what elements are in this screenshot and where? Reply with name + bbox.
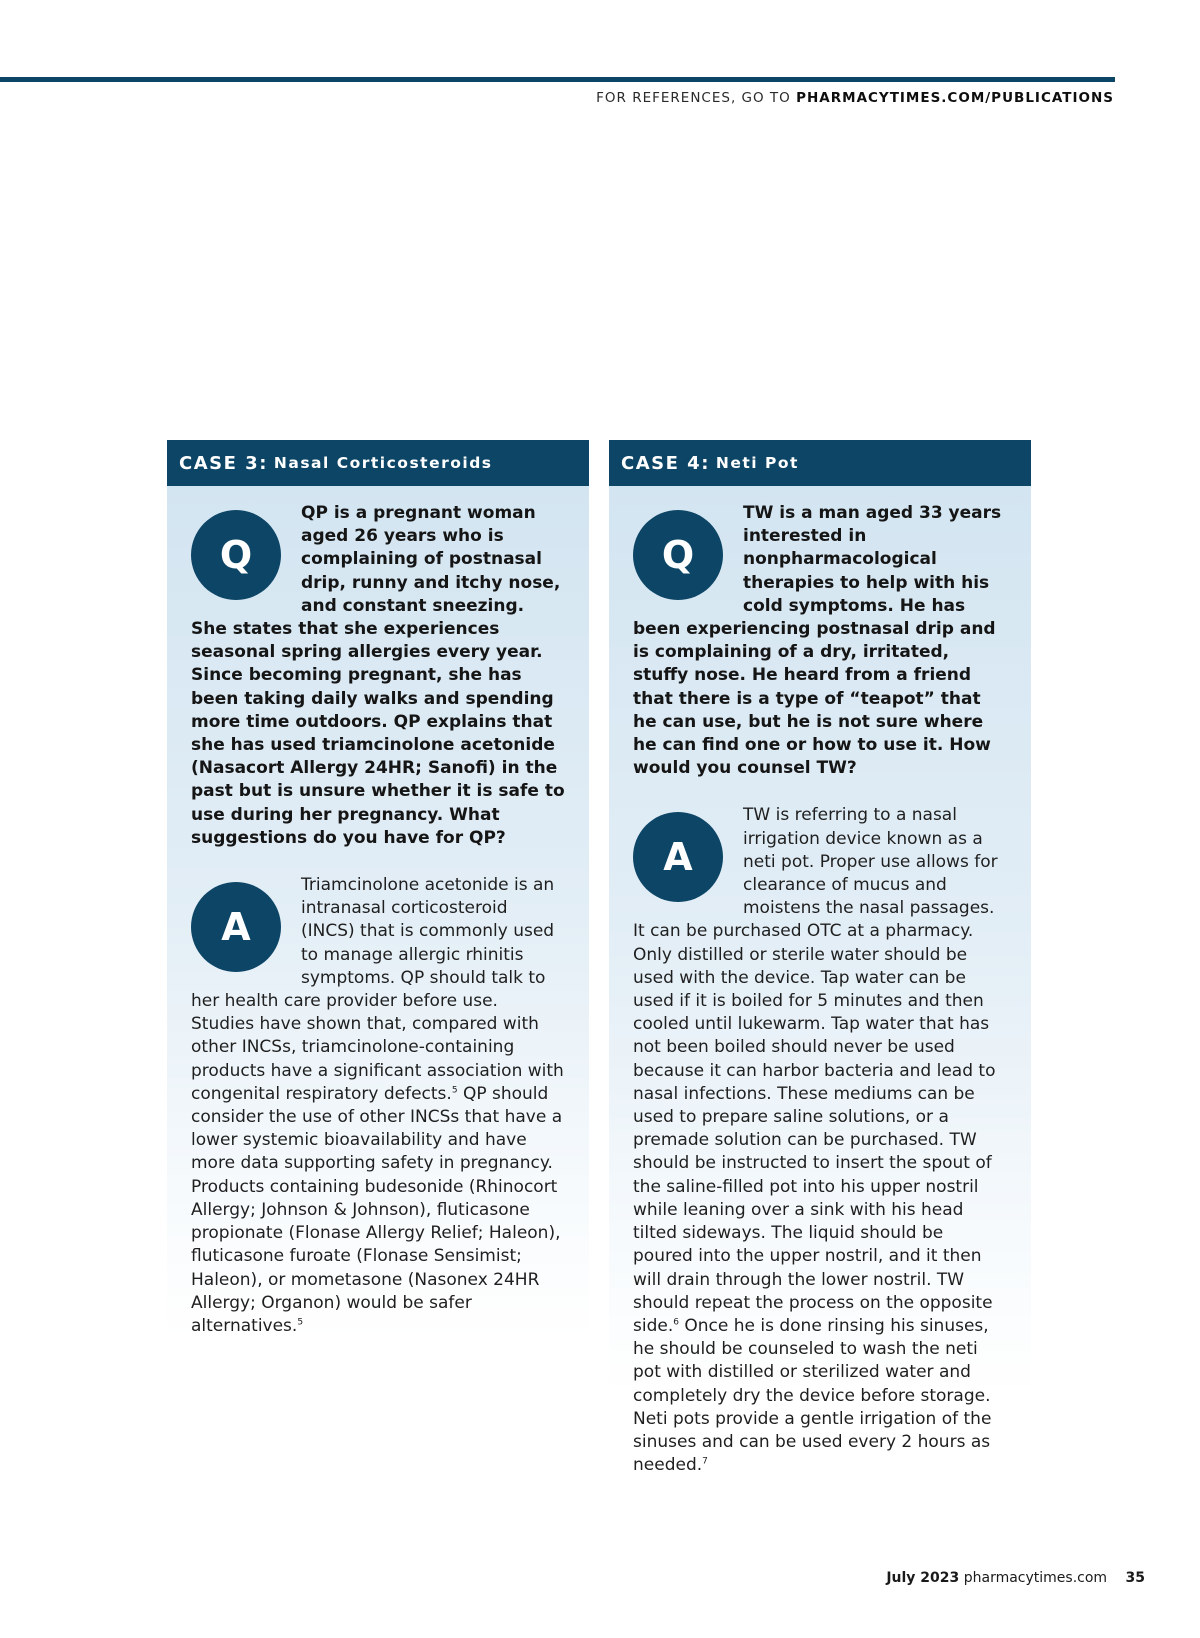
reference-superscript: 6: [673, 1317, 679, 1328]
case-4-question-text: TW is a man aged 33 years interested in nonpharmacological therapies to help with his cold symptoms. He has been experiencing postnasal drip and is complaining of a dry, irritated, stuffy nose. He heard from a friend that there is a type of “teapot” that he can use, but he is not sure where he can find one or how to use it. How would you counsel TW?: [633, 503, 1002, 779]
question-badge: [191, 502, 301, 612]
reference-superscript: 5: [297, 1317, 304, 1328]
case-4-number: CASE 4:: [621, 452, 710, 474]
references-line: [596, 90, 1114, 106]
answer-badge: [633, 804, 743, 914]
case-3-answer: [191, 874, 565, 1338]
case-3-box: [167, 440, 589, 1340]
case-3-header: [167, 440, 589, 486]
issue-date: July 2023: [886, 1570, 960, 1586]
q-letter: Q: [633, 510, 723, 600]
case-4-answer-text-2: Once he is done rinsing his sinuses, he should be counseled to wash the neti pot with distilled or sterilized water and completely dry the device before storage. Neti pots provide a gentle irrigation of the sinuses and can be used every 2 hours as needed.: [633, 1315, 992, 1476]
page-footer: [886, 1570, 1145, 1586]
q-letter: Q: [191, 510, 281, 600]
case-3-number: CASE 3:: [179, 452, 268, 474]
site-name[interactable]: pharmacytimes.com: [963, 1570, 1108, 1586]
page-number: 35: [1125, 1570, 1145, 1586]
case-3-body: [167, 486, 589, 1340]
case-4-question: [633, 502, 1007, 780]
case-3-answer-text-2: QP should consider the use of other INCSs that have a lower systemic bioavailability and have more data supporting safety in pregnancy. Products containing budesonide (Rhinocort Allergy; Johnson & Johnson), fluticasone propionate (Flonase Allergy Relief; Haleon), fluticasone furoate (Flonase Sensimist; Haleon), or mometasone (Nasonex 24HR Allergy; Organon) would be safer alternatives.: [191, 1083, 563, 1336]
a-letter: A: [191, 882, 281, 972]
case-3-topic: Nasal Corticosteroids: [273, 454, 493, 472]
answer-badge: [191, 874, 301, 984]
references-url[interactable]: PHARMACYTIMES.COM/PUBLICATIONS: [796, 90, 1114, 106]
case-4-header: [609, 440, 1031, 486]
case-4-answer-text-1: TW is referring to a nasal irrigation device known as a neti pot. Proper use allows for clearance of mucus and moistens the nasal passages. It can be purchased OTC at a pharmacy. Only distilled or sterile water should be used with the device. Tap water can be used if it is boiled for 5 minutes and then cooled until lukewarm. Tap water that has not been boiled should never be used because it can harbor bacteria and lead to nasal infections. These mediums can be used to prepare saline solutions, or a premade solution can be purchased. TW should be instructed to insert the spout of the saline-filled pot into his upper nostril while leaning over a sink with his head tilted sideways. The liquid should be poured into the upper nostril, and it then will drain through the lower nostril. TW should repeat the process on the opposite side.: [633, 805, 998, 1336]
case-4-answer: [633, 804, 1007, 1477]
case-3-answer-text-1: Triamcinolone acetonide is an intranasal corticosteroid (INCS) that is commonly used to manage allergic rhinitis symptoms. QP should talk to her health care provider before use. Studies have shown that, compared with other INCSs, triamcinolone-containing products have a significant association with congenital respiratory defects.: [191, 875, 564, 1104]
top-rule: [0, 77, 1115, 82]
reference-superscript: 7: [702, 1456, 708, 1467]
case-3-question: [191, 502, 565, 850]
case-4-box: [609, 440, 1031, 1476]
case-3-question-text: QP is a pregnant woman aged 26 years who is complaining of postnasal drip, runny and itchy nose, and constant sneezing. She states that she experiences seasonal spring allergies every year. Since becoming pregnant, she has been taking daily walks and spending more time outdoors. QP explains that she has used triamcinolone acetonide (Nasacort Allergy 24HR; Sanofi) in the past but is unsure whether it is safe to use during her pregnancy. What suggestions do you have for QP?: [191, 503, 565, 848]
question-badge: [633, 502, 743, 612]
case-4-body: [609, 486, 1031, 1476]
references-prefix: FOR REFERENCES, GO TO: [596, 90, 797, 106]
reference-superscript: 5: [451, 1085, 458, 1096]
a-letter: A: [633, 812, 723, 902]
case-4-topic: Neti Pot: [715, 454, 799, 472]
